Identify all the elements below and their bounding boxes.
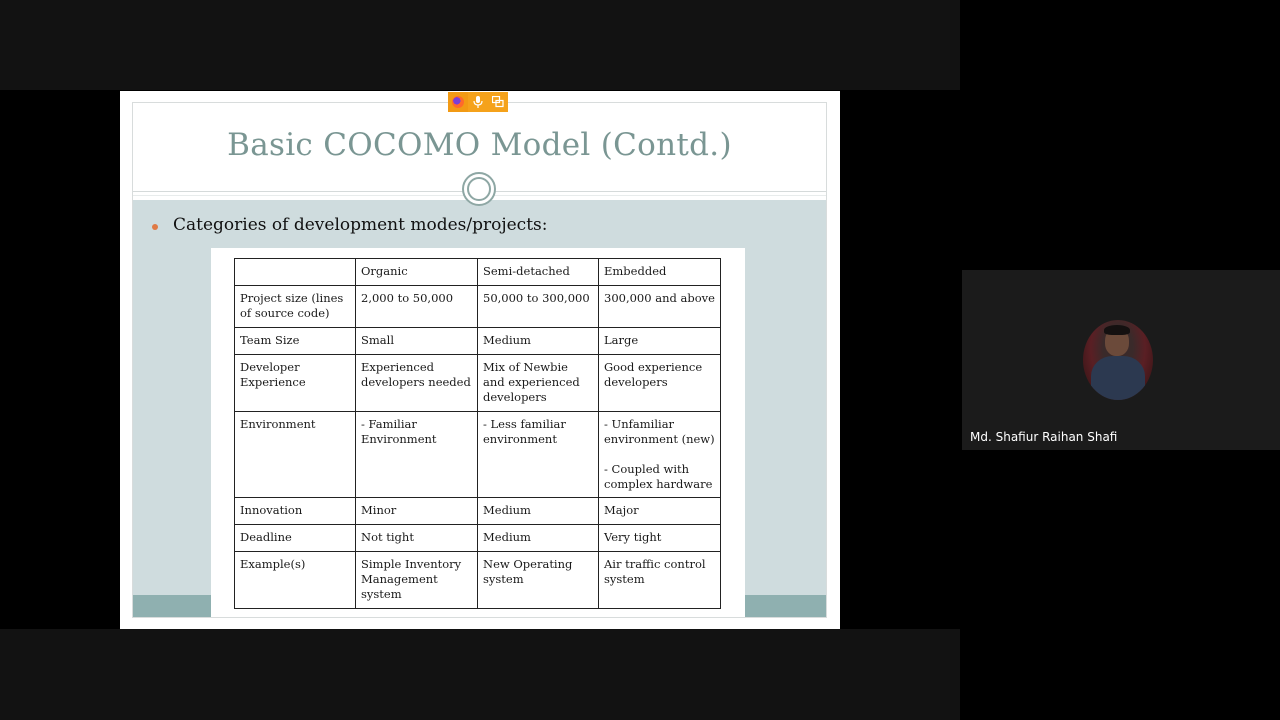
top-letterbox	[0, 0, 960, 90]
screen-share-indicator	[448, 92, 508, 112]
table-row-label: Innovation	[235, 498, 356, 525]
table-cell: Small	[356, 328, 478, 355]
divider-ring-ornament	[462, 172, 496, 206]
table-cell: Air traffic control system	[599, 552, 721, 609]
table-panel	[211, 248, 745, 618]
table-row-label: Team Size	[235, 328, 356, 355]
table-cell: Very tight	[599, 525, 721, 552]
table-cell: Not tight	[356, 525, 478, 552]
firefox-icon[interactable]	[448, 92, 468, 112]
table-cell: New Operating system	[478, 552, 599, 609]
participant-video-tile[interactable]	[962, 270, 1280, 450]
table-cell: - Less familiar environment	[478, 412, 599, 498]
table-row	[235, 286, 721, 328]
cocomo-table	[234, 258, 721, 609]
microphone-icon[interactable]	[468, 92, 488, 112]
screen-share-icon[interactable]	[488, 92, 508, 112]
table-cell: Mix of Newbie and experienced developers	[478, 355, 599, 412]
table-cell: Minor	[356, 498, 478, 525]
participant-avatar	[1083, 320, 1153, 400]
table-row	[235, 412, 721, 498]
table-cell: Medium	[478, 498, 599, 525]
presentation-slide	[132, 102, 827, 618]
table-cell: - Unfamiliar environment (new) - Coupled with complex hardware	[599, 412, 721, 498]
table-row-label: Environment	[235, 412, 356, 498]
participant-name: Md. Shafiur Raihan Shafi	[970, 430, 1118, 444]
bullet-text: Categories of development modes/projects:	[173, 215, 548, 235]
table-cell: Large	[599, 328, 721, 355]
table-cell: Major	[599, 498, 721, 525]
table-row	[235, 552, 721, 609]
table-row	[235, 328, 721, 355]
table-header-cell	[235, 259, 356, 286]
table-header-cell: Embedded	[599, 259, 721, 286]
table-row	[235, 498, 721, 525]
table-cell: 2,000 to 50,000	[356, 286, 478, 328]
table-row-label: Example(s)	[235, 552, 356, 609]
table-header-cell: Semi-detached	[478, 259, 599, 286]
table-header-row	[235, 259, 721, 286]
table-row-label: Developer Experience	[235, 355, 356, 412]
table-cell: 300,000 and above	[599, 286, 721, 328]
table-cell: Good experience developers	[599, 355, 721, 412]
table-cell: Medium	[478, 328, 599, 355]
table-cell: - Familiar Environment	[356, 412, 478, 498]
bottom-letterbox	[0, 629, 960, 720]
table-cell: Experienced developers needed	[356, 355, 478, 412]
bullet-icon	[152, 224, 158, 230]
table-row-label: Project size (lines of source code)	[235, 286, 356, 328]
table-cell: 50,000 to 300,000	[478, 286, 599, 328]
table-row-label: Deadline	[235, 525, 356, 552]
table-cell: Simple Inventory Management system	[356, 552, 478, 609]
slide-title: Basic COCOMO Model (Contd.)	[227, 127, 732, 163]
table-row	[235, 355, 721, 412]
table-cell: Medium	[478, 525, 599, 552]
table-row	[235, 525, 721, 552]
table-header-cell: Organic	[356, 259, 478, 286]
